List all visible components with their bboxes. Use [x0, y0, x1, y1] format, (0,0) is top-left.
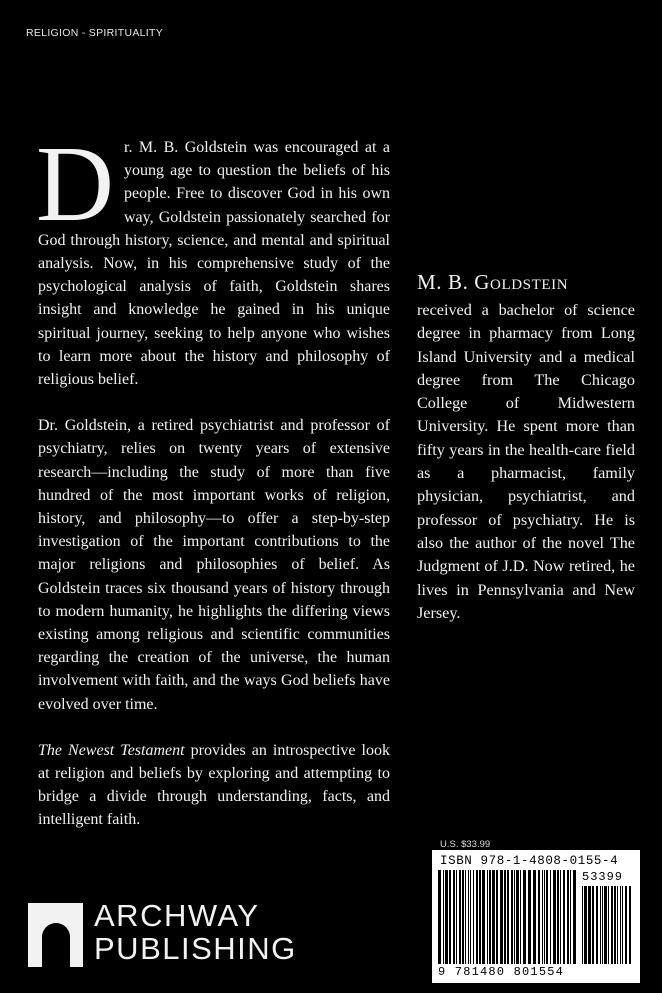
isbn-text: ISBN 978-1-4808-0155-4	[440, 854, 619, 868]
barcode-bar	[614, 886, 616, 964]
barcode-bar	[602, 886, 603, 964]
barcode-bar	[553, 870, 556, 964]
author-section	[417, 270, 635, 625]
price-label: U.S. $33.99	[440, 839, 491, 850]
barcode-digits: 9 781480 801554	[438, 965, 565, 979]
barcode-bar	[528, 870, 531, 964]
barcode-bar	[479, 870, 481, 964]
author-name: M. B. Goldstein	[417, 270, 569, 294]
barcode-bar	[584, 886, 587, 964]
barcode-bar	[542, 870, 543, 964]
barcode-bar	[557, 870, 559, 964]
barcode-bar	[567, 870, 569, 964]
description-paragraph-2: Dr. Goldstein, a retired psychiatrist and professor of psychiatry, relies on twenty years of extensive research—including the study of more than five hundred of the most important works of religion, history, and philosophy—to offer a step-by-step investigation of the important contributions to the major religions and philosophies of belief. As Goldstein traces six thousand years of history through to modern humanity, he highlights the differing views existing among religious and scientific communities regarding the creation of the universe, the human involvement with faith, and the ways God beliefs have evolved over time.	[38, 417, 390, 713]
barcode-bar	[507, 870, 509, 964]
barcode-bar	[514, 870, 515, 964]
barcode-bar	[453, 870, 455, 964]
category-label: RELIGION - SPIRITUALITY	[26, 27, 164, 39]
barcode-bar	[449, 870, 451, 964]
barcode-bar	[470, 870, 471, 964]
barcode-bar	[620, 886, 621, 964]
barcode-bar	[600, 886, 601, 964]
barcode-bar	[608, 886, 609, 964]
barcode-bar	[487, 870, 488, 964]
barcode-bar	[511, 870, 513, 964]
barcode-bar	[629, 886, 631, 964]
book-title-italic: The Newest Testament	[38, 741, 185, 759]
barcode-bar	[560, 870, 561, 964]
isbn-barcode	[432, 850, 640, 983]
publisher-name-line-2: PUBLISHING	[94, 931, 297, 966]
barcode-bar	[596, 886, 598, 964]
barcode-bar	[476, 870, 478, 964]
publisher-name-line-1: ARCHWAY	[94, 898, 260, 933]
barcode-bar	[516, 870, 519, 964]
description-paragraph-3	[38, 739, 390, 832]
barcode-bar	[465, 870, 466, 964]
addon-digits: 53399	[582, 870, 624, 884]
description-paragraph-1	[36, 125, 390, 391]
paragraph-3-text: provides an introspective look at religion and beliefs by exploring and attempting to bridge a divide through understanding, facts, and intelligent faith.	[38, 741, 390, 829]
barcode-bar	[489, 870, 491, 964]
barcode-bars	[438, 870, 578, 964]
barcode-bar	[573, 870, 576, 964]
barcode-bar	[462, 870, 464, 964]
barcode-bar	[611, 886, 613, 964]
barcode-bar	[538, 870, 540, 964]
barcode-bar	[500, 870, 503, 964]
barcode-bar	[473, 870, 474, 964]
barcode-bar	[570, 870, 571, 964]
barcode-bar	[544, 870, 545, 964]
barcode-bar	[625, 886, 627, 964]
barcode-bar	[468, 870, 469, 964]
barcode-bar	[438, 870, 441, 964]
addon-barcode-bars	[582, 886, 634, 964]
barcode-bar	[520, 870, 521, 964]
barcode-bar	[592, 886, 594, 964]
barcode-bar	[459, 870, 461, 964]
barcode-bar	[496, 870, 498, 964]
archway-arch-icon	[28, 903, 83, 967]
barcode-bar	[622, 886, 623, 964]
barcode-bar	[443, 870, 444, 964]
barcode-bar	[445, 870, 448, 964]
barcode-bar	[604, 886, 607, 964]
book-description	[36, 125, 390, 855]
barcode-bar	[546, 870, 548, 964]
barcode-bar	[504, 870, 506, 964]
barcode-bar	[563, 870, 565, 964]
barcode-bar	[482, 870, 485, 964]
drop-cap: D	[36, 125, 114, 244]
barcode-bar	[523, 870, 526, 964]
barcode-bar	[582, 886, 583, 964]
barcode-bar	[533, 870, 536, 964]
barcode-bar	[550, 870, 551, 964]
barcode-bar	[588, 886, 591, 964]
paragraph-1-text: r. M. B. Goldstein was encouraged at a young age to question the beliefs of his people. Free to discover God in his own way, Goldstein passionately searched for God through history, science, and mental and spiritual analysis. Now, in his comprehensive study of the psychological analysis of faith, Goldstein shares insight and knowledge he gained in his unique spiritual journey, seeking to help anyone who wishes to learn more about the history and philosophy of religious belief.	[38, 139, 390, 389]
barcode-bar	[617, 886, 618, 964]
author-bio: received a bachelor of science degree in pharmacy from Long Island University and a medical degree from The Chicago College of Midwestern University. He spent more than fifty years in the health-care field as a pharmacist, family physician, psychiatrist, and professor of psychiatry. He is also the author of the novel The Judgment of J.D. Now retired, he lives in Pennsylvania and New Jersey.	[417, 301, 635, 622]
barcode-bar	[492, 870, 495, 964]
barcode-bar	[456, 870, 457, 964]
